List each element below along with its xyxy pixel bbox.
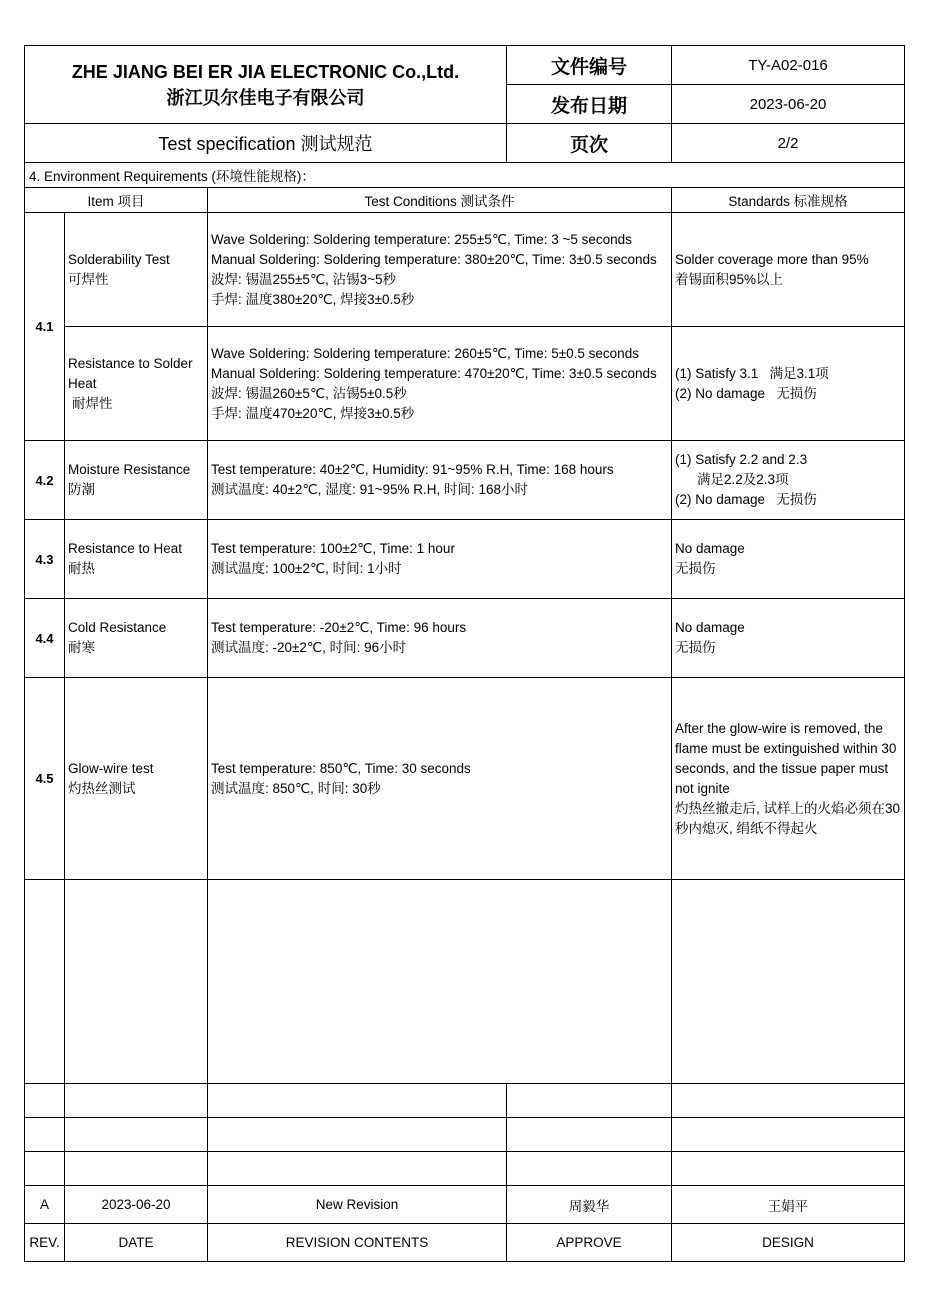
condition-line: 手焊: 温度380±20℃, 焊接3±0.5秒 bbox=[211, 291, 415, 307]
standard-line: 无损伤 bbox=[675, 640, 716, 655]
label-rev: REV. bbox=[25, 1224, 65, 1262]
condition-line: 测试温度: 40±2℃, 湿度: 91~95% R.H, 时间: 168小时 bbox=[211, 482, 529, 497]
item-standards bbox=[672, 678, 905, 880]
empty-cell bbox=[672, 880, 905, 1084]
doc-no-value: TY-A02-016 bbox=[672, 46, 905, 85]
label-approve: APPROVE bbox=[507, 1224, 672, 1262]
item-standards bbox=[672, 213, 905, 327]
empty-cell bbox=[65, 1084, 208, 1118]
item-name-cn: 灼热丝测试 bbox=[68, 780, 136, 796]
table-row bbox=[25, 678, 905, 880]
item-conditions bbox=[208, 520, 672, 599]
empty-cell bbox=[25, 1118, 65, 1152]
item-name-cn: 耐寒 bbox=[68, 640, 95, 655]
condition-line: Test temperature: 40±2℃, Humidity: 91~95% R.H, Time: 168 hours bbox=[211, 462, 614, 477]
condition-line: Test temperature: -20±2℃, Time: 96 hours bbox=[211, 620, 467, 635]
standard-line: (2) No damage 无损伤 bbox=[675, 385, 817, 401]
company-name-en: ZHE JIANG BEI ER JIA ELECTRONIC Co.,Ltd. bbox=[71, 61, 460, 82]
item-number: 4.1 bbox=[25, 213, 65, 441]
empty-cell bbox=[208, 1118, 507, 1152]
table-row bbox=[25, 441, 905, 520]
empty-cell bbox=[25, 1084, 65, 1118]
condition-line: Wave Soldering: Soldering temperature: 260±5℃, Time: 5±0.5 seconds bbox=[211, 345, 639, 361]
col-item-header: Item 项目 bbox=[25, 188, 208, 213]
revision-date: 2023-06-20 bbox=[65, 1186, 208, 1224]
item-conditions bbox=[208, 213, 672, 327]
empty-cell bbox=[65, 1118, 208, 1152]
item-standards bbox=[672, 520, 905, 599]
col-conditions-header: Test Conditions 测试条件 bbox=[208, 188, 672, 213]
spec-title: Test specification 测试规范 bbox=[25, 124, 507, 163]
revision-blank-row bbox=[25, 1118, 905, 1152]
item-name-en: Resistance to Heat bbox=[68, 541, 183, 556]
condition-line: Wave Soldering: Soldering temperature: 255±5℃, Time: 3 ~5 seconds bbox=[211, 231, 632, 247]
item-name bbox=[65, 213, 208, 327]
doc-no-label: 文件编号 bbox=[507, 46, 672, 85]
header-row-3 bbox=[25, 124, 905, 163]
standard-line: After the glow-wire is removed, the flame must be extinguished within 30 seconds, and the tissue paper must not ignite bbox=[675, 720, 897, 796]
condition-line: Test temperature: 100±2℃, Time: 1 hour bbox=[211, 541, 455, 556]
label-date: DATE bbox=[65, 1224, 208, 1262]
item-name-cn: 耐热 bbox=[68, 561, 95, 576]
label-contents: REVISION CONTENTS bbox=[208, 1224, 507, 1262]
item-name-en: Resistance to Solder Heat bbox=[68, 355, 193, 391]
condition-line: 手焊: 温度470±20℃, 焊接3±0.5秒 bbox=[211, 405, 415, 421]
item-name bbox=[65, 441, 208, 520]
empty-cell bbox=[65, 1152, 208, 1186]
item-number: 4.3 bbox=[25, 520, 65, 599]
standard-line: 无损伤 bbox=[675, 561, 716, 576]
condition-line: Manual Soldering: Soldering temperature: 380±20℃, Time: 3±0.5 seconds bbox=[211, 251, 657, 267]
item-number: 4.4 bbox=[25, 599, 65, 678]
item-conditions bbox=[208, 441, 672, 520]
item-number: 4.2 bbox=[25, 441, 65, 520]
date-label: 发布日期 bbox=[507, 85, 672, 124]
date-value: 2023-06-20 bbox=[672, 85, 905, 124]
empty-cell bbox=[25, 880, 65, 1084]
empty-cell bbox=[65, 880, 208, 1084]
standard-line: 着锡面积95%以上 bbox=[675, 271, 784, 287]
item-name bbox=[65, 599, 208, 678]
item-name-en: Glow-wire test bbox=[68, 760, 154, 776]
table-row bbox=[25, 327, 905, 441]
condition-line: 波焊: 锡温255±5℃, 沾锡3~5秒 bbox=[211, 271, 397, 287]
empty-cell bbox=[672, 1084, 905, 1118]
standard-line: 灼热丝撤走后, 试样上的火焰必须在30秒内熄灭, 绢纸不得起火 bbox=[675, 800, 901, 836]
company-name-cn: 浙江贝尔佳电子有限公司 bbox=[166, 87, 365, 108]
revision-contents: New Revision bbox=[208, 1186, 507, 1224]
item-standards bbox=[672, 441, 905, 520]
empty-cell bbox=[25, 1152, 65, 1186]
item-name bbox=[65, 678, 208, 880]
item-name-en: Solderability Test bbox=[68, 251, 170, 267]
standard-line: 满足2.2及2.3项 bbox=[697, 472, 789, 487]
table-row bbox=[25, 599, 905, 678]
table-row bbox=[25, 520, 905, 599]
condition-line: 波焊: 锡温260±5℃, 沾锡5±0.5秒 bbox=[211, 385, 407, 401]
section-row bbox=[25, 163, 905, 188]
item-standards bbox=[672, 599, 905, 678]
empty-cell bbox=[208, 880, 672, 1084]
item-name-cn: 防潮 bbox=[68, 482, 95, 497]
empty-cell bbox=[208, 1152, 507, 1186]
item-conditions bbox=[208, 678, 672, 880]
item-standards bbox=[672, 327, 905, 441]
condition-line: Manual Soldering: Soldering temperature: 470±20℃, Time: 3±0.5 seconds bbox=[211, 365, 657, 381]
revision-entry-row bbox=[25, 1186, 905, 1224]
empty-cell bbox=[507, 1118, 672, 1152]
revision-rev: A bbox=[25, 1186, 65, 1224]
item-name-en: Cold Resistance bbox=[68, 620, 167, 635]
condition-line: 测试温度: 100±2℃, 时间: 1小时 bbox=[211, 561, 402, 576]
page-label: 页次 bbox=[507, 124, 672, 163]
condition-line: 测试温度: -20±2℃, 时间: 96小时 bbox=[211, 640, 407, 655]
revision-label-row bbox=[25, 1224, 905, 1262]
standard-line: Solder coverage more than 95% bbox=[675, 251, 869, 267]
item-name-cn: 耐焊性 bbox=[72, 395, 113, 411]
column-header-row bbox=[25, 188, 905, 213]
empty-row bbox=[25, 880, 905, 1084]
standard-line: No damage bbox=[675, 541, 745, 556]
item-number: 4.5 bbox=[25, 678, 65, 880]
col-standards-header: Standards 标准规格 bbox=[672, 188, 905, 213]
empty-cell bbox=[208, 1084, 507, 1118]
item-name-en: Moisture Resistance bbox=[68, 462, 191, 477]
item-name-cn: 可焊性 bbox=[68, 271, 109, 287]
spec-table bbox=[24, 45, 905, 1262]
empty-cell bbox=[672, 1152, 905, 1186]
company-name bbox=[25, 46, 507, 124]
section-title: 4. Environment Requirements (环境性能规格)： bbox=[25, 163, 905, 188]
revision-blank-row bbox=[25, 1152, 905, 1186]
label-design: DESIGN bbox=[672, 1224, 905, 1262]
revision-blank-row bbox=[25, 1084, 905, 1118]
item-name bbox=[65, 520, 208, 599]
page-value: 2/2 bbox=[672, 124, 905, 163]
condition-line: Test temperature: 850℃, Time: 30 seconds bbox=[211, 760, 471, 776]
item-conditions bbox=[208, 599, 672, 678]
item-conditions bbox=[208, 327, 672, 441]
standard-line: (2) No damage 无损伤 bbox=[675, 492, 817, 507]
standard-line: (1) Satisfy 3.1 满足3.1项 bbox=[675, 365, 829, 381]
document-page bbox=[24, 45, 904, 1264]
item-name bbox=[65, 327, 208, 441]
empty-cell bbox=[507, 1152, 672, 1186]
empty-cell bbox=[672, 1118, 905, 1152]
standard-line: (1) Satisfy 2.2 and 2.3 bbox=[675, 452, 808, 467]
revision-approve: 周毅华 bbox=[507, 1186, 672, 1224]
standard-line: No damage bbox=[675, 620, 745, 635]
empty-cell bbox=[507, 1084, 672, 1118]
table-row bbox=[25, 213, 905, 327]
header-row-1 bbox=[25, 46, 905, 85]
condition-line: 测试温度: 850℃, 时间: 30秒 bbox=[211, 780, 381, 796]
revision-design: 王娟平 bbox=[672, 1186, 905, 1224]
